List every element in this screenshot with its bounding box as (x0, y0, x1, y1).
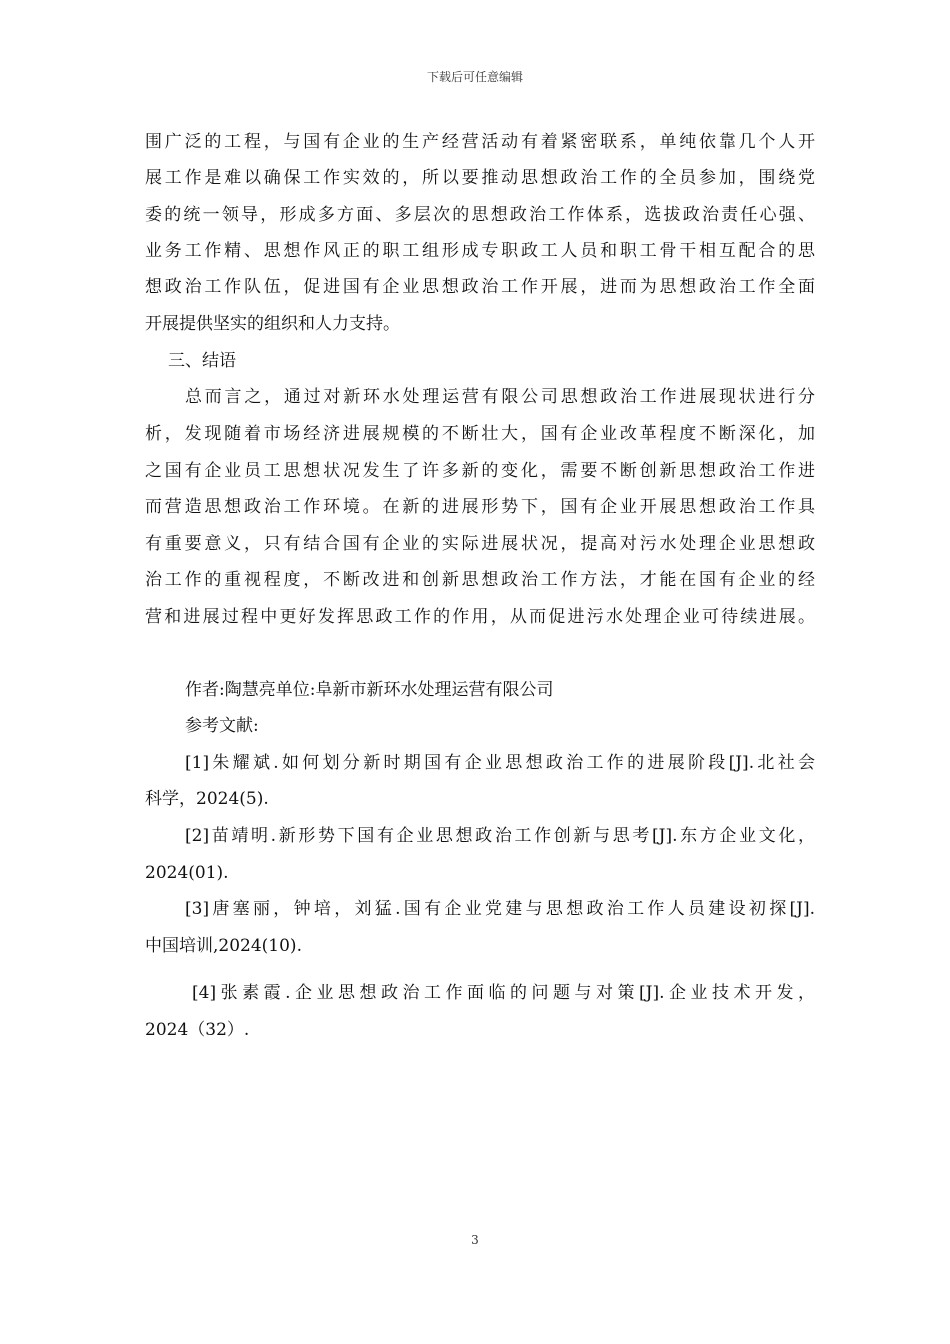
reference-item: [1]朱耀斌.如何划分新时期国有企业思想政治工作的进展阶段[J].北社会 (185, 753, 815, 773)
reference-item-continued: 科学，2024(5). (145, 789, 269, 809)
page-number: 3 (471, 1233, 479, 1247)
paragraph-line: 展工作是难以确保工作实效的，所以要推动思想政治工作的全员参加，围绕党 (145, 168, 815, 188)
paragraph-line: 想政治工作队伍，促进国有企业思想政治工作开展，进而为思想政治工作全面 (145, 277, 815, 297)
paragraph-line: 之国有企业员工思想状况发生了许多新的变化，需要不断创新思想政治工作进 (145, 461, 815, 481)
reference-item: [3]唐塞丽，钟培，刘猛.国有企业党建与思想政治工作人员建设初探[J]. (185, 899, 815, 919)
reference-item: [4]张素霞.企业思想政治工作面临的问题与对策[J].企业技术开发， (192, 983, 815, 1003)
reference-item-continued: 2024(01). (145, 863, 229, 883)
author-line: 作者:陶慧亮单位:阜新市新环水处理运营有限公司 (185, 680, 554, 700)
paragraph-line: 营和进展过程中更好发挥思政工作的作用，从而促进污水处理企业可待续进展。 (145, 607, 815, 627)
paragraph-line: 业务工作精、思想作风正的职工组形成专职政工人员和职工骨干相互配合的思 (145, 241, 815, 261)
reference-item: [2]苗靖明.新形势下国有企业思想政治工作创新与思考[J].东方企业文化， (185, 826, 815, 846)
paragraph-line: 围广泛的工程，与国有企业的生产经营活动有着紧密联系，单纯依靠几个人开 (145, 132, 815, 152)
references-heading: 参考文献: (185, 716, 259, 736)
page-header: 下载后可任意编辑 (426, 70, 523, 84)
paragraph-line: 治工作的重视程度，不断改进和创新思想政治工作方法，才能在国有企业的经 (145, 570, 815, 590)
paragraph-line: 开展提供坚实的组织和人力支持。 (145, 314, 400, 334)
reference-item-continued: 2024（32）. (145, 1020, 250, 1040)
paragraph-line: 有重要意义，只有结合国有企业的实际进展状况，提高对污水处理企业思想政 (145, 534, 815, 554)
paragraph-line: 总而言之，通过对新环水处理运营有限公司思想政治工作进展现状进行分 (185, 387, 815, 407)
paragraph-line: 析，发现随着市场经济进展规模的不断壮大，国有企业改革程度不断深化，加 (145, 424, 815, 444)
paragraph-line: 委的统一领导，形成多方面、多层次的思想政治工作体系，选拔政治责任心强、 (145, 205, 815, 225)
reference-item-continued: 中国培训,2024(10). (145, 936, 302, 956)
paragraph-line: 而营造思想政治工作环境。在新的进展形势下，国有企业开展思想政治工作具 (145, 497, 815, 517)
section-heading: 三、结语 (168, 351, 236, 371)
